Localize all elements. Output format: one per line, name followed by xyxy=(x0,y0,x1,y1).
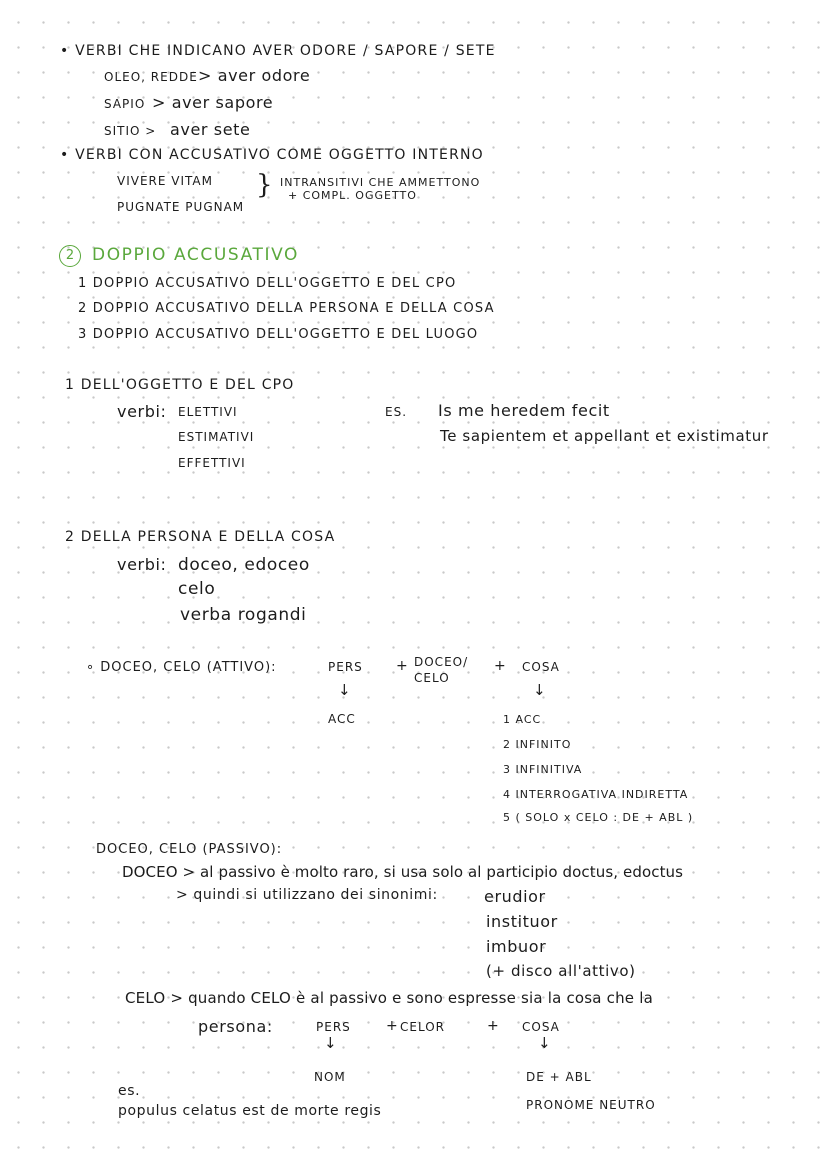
passivo-cosa: COSA xyxy=(522,1020,560,1034)
passivo-pers: PERS xyxy=(316,1020,351,1034)
passivo-plus-1: + xyxy=(386,1018,398,1034)
list-item-3: 3 DOPPIO ACCUSATIVO DELL'OGGETTO E DEL LUOGO xyxy=(78,327,479,342)
syn-2: instituor xyxy=(486,912,558,931)
aver-sete: aver sete xyxy=(170,120,251,139)
syn-4: (+ disco all'attivo) xyxy=(486,962,636,980)
attivo-opt-2: 2 INFINITO xyxy=(503,738,572,751)
passivo-label: DOCEO, CELO (PASSIVO): xyxy=(96,842,283,857)
attivo-plus-2: + xyxy=(494,658,506,674)
attivo-pers: PERS xyxy=(328,660,363,674)
attivo-plus-1: + xyxy=(396,658,408,674)
celo: celo xyxy=(178,579,216,599)
sitio: SITIO > xyxy=(104,124,157,138)
attivo-opt-5: 5 ( SOLO x CELO : DE + ABL ) xyxy=(503,811,694,824)
arrow-down-icon: ↓ xyxy=(538,1034,551,1052)
aver-odore: > aver odore xyxy=(198,66,311,85)
celo-passivo-line: CELO > quando CELO è al passivo e sono espresse sia la cosa che la xyxy=(125,989,653,1007)
oleo-redde: OLEO, REDDE xyxy=(104,70,198,84)
intransitivi: INTRANSITIVI CHE AMMETTONO xyxy=(280,176,481,189)
attivo-label: ∘ DOCEO, CELO (ATTIVO): xyxy=(86,660,277,675)
section-title: DOPPIO ACCUSATIVO xyxy=(92,245,300,265)
list-item-1: 1 DOPPIO ACCUSATIVO DELL'OGGETTO E DEL CPO xyxy=(78,276,457,291)
attivo-opt-3: 3 INFINITIVA xyxy=(503,763,583,776)
compl-oggetto: + COMPL. OGGETTO xyxy=(288,189,417,202)
attivo-doceo: DOCEO/ xyxy=(414,655,469,669)
persona-label: persona: xyxy=(198,1017,273,1036)
sub2-title: 2 DELLA PERSONA E DELLA COSA xyxy=(65,529,336,545)
passivo-nom: NOM xyxy=(314,1070,346,1084)
aver-sapore: > aver sapore xyxy=(152,93,274,112)
passivo-pronome: PRONOME NEUTRO xyxy=(526,1098,656,1112)
sub1-verbi: verbi: xyxy=(117,402,167,421)
example-2: Te sapientem et appellant et existimatur xyxy=(440,427,769,445)
arrow-down-icon: ↓ xyxy=(338,681,351,699)
passivo-example: populus celatus est de morte regis xyxy=(118,1103,382,1119)
doceo-edoceo: doceo, edoceo xyxy=(178,555,310,575)
attivo-cosa: COSA xyxy=(522,660,560,674)
pugnare-pugnam: PUGNATE PUGNAM xyxy=(117,200,245,214)
syn-1: erudior xyxy=(484,887,546,906)
vivere-vitam: VIVERE VITAM xyxy=(117,174,213,188)
attivo-opt-1: 1 ACC xyxy=(503,713,542,726)
estimativi: ESTIMATIVI xyxy=(178,430,255,444)
attivo-acc: ACC xyxy=(328,712,356,726)
passivo-es: es. xyxy=(118,1083,141,1099)
quindi-line: > quindi si utilizzano dei sinonimi: xyxy=(176,887,438,903)
bullet-accusativo-interno: • VERBI CON ACCUSATIVO COME OGGETTO INTERNO xyxy=(60,147,484,163)
section-number: 2 xyxy=(59,245,81,267)
sapio: SAPIO xyxy=(104,97,146,111)
elettivi: ELETTIVI xyxy=(178,405,238,419)
list-item-2: 2 DOPPIO ACCUSATIVO DELLA PERSONA E DELLA COSA xyxy=(78,301,495,316)
arrow-down-icon: ↓ xyxy=(324,1034,337,1052)
attivo-celo: CELO xyxy=(414,671,450,685)
arrow-down-icon: ↓ xyxy=(533,681,546,699)
verba-rogandi: verba rogandi xyxy=(180,605,307,625)
passivo-plus-2: + xyxy=(487,1018,499,1034)
sub2-verbi: verbi: xyxy=(117,555,167,574)
example-1: Is me heredem fecit xyxy=(438,401,610,420)
doceo-passivo-line: DOCEO > al passivo è molto raro, si usa solo al participio doctus, edoctus xyxy=(122,863,684,881)
effettivi: EFFETTIVI xyxy=(178,456,246,470)
attivo-opt-4: 4 INTERROGATIVA INDIRETTA xyxy=(503,788,689,801)
syn-3: imbuor xyxy=(486,937,547,956)
passivo-celor: CELOR xyxy=(400,1020,446,1034)
brace: } xyxy=(256,170,273,200)
sub1-es: ES. xyxy=(385,405,408,419)
sub1-title: 1 DELL'OGGETTO E DEL CPO xyxy=(65,377,295,393)
passivo-de-abl: DE + ABL xyxy=(526,1070,592,1084)
bullet-verbi-odore: • VERBI CHE INDICANO AVER ODORE / SAPORE / SETE xyxy=(60,43,496,59)
